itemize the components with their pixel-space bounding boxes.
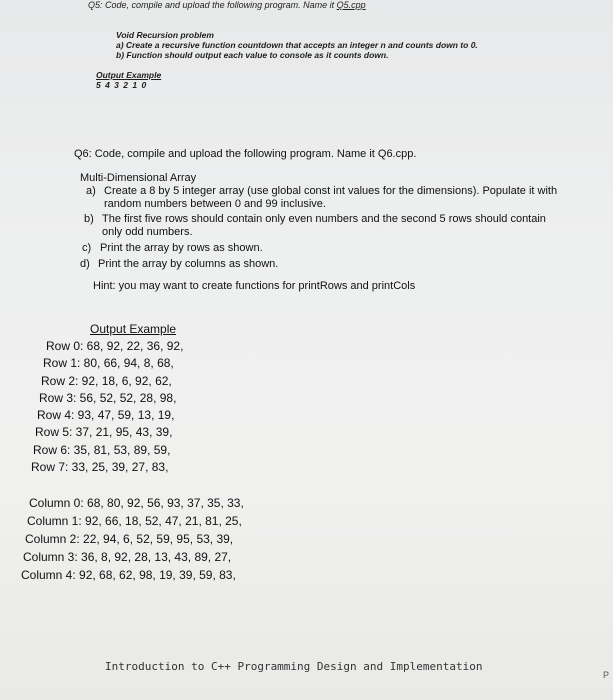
q6-item-d-label: d)	[80, 258, 90, 270]
q5-output-value: 5 4 3 2 1 0	[96, 80, 148, 90]
q5-title-text: Q5: Code, compile and upload the following program. Name it	[88, 0, 337, 10]
row-line: Row 5: 37, 21, 95, 43, 39,	[35, 425, 173, 439]
q6-subtitle: Multi-Dimensional Array	[80, 172, 197, 184]
q6-item-a-line2: random numbers between 0 and 99 inclusive.	[104, 198, 326, 210]
q6-item-b-label: b)	[84, 213, 94, 225]
page-footer: Introduction to C++ Programming Design and Implementation	[105, 660, 483, 673]
q6-item-b-line2: only odd numbers.	[102, 226, 193, 238]
q5-problem-heading: Void Recursion problem	[116, 30, 214, 40]
q6-item-b-line1: The first five rows should contain only even numbers and the second 5 rows should contain	[102, 213, 546, 225]
row-line: Row 0: 68, 92, 22, 36, 92,	[46, 339, 184, 353]
q5-title	[88, 0, 366, 10]
q6-hint: Hint: you may want to create functions for printRows and printCols	[93, 280, 416, 292]
column-line: Column 4: 92, 68, 62, 98, 19, 39, 59, 83,	[21, 568, 236, 582]
page-edge-mark: P	[602, 670, 609, 680]
q5-output-label: Output Example	[96, 70, 162, 80]
q6-item-c-line1: Print the array by rows as shown.	[100, 242, 263, 254]
row-line: Row 1: 80, 66, 94, 8, 68,	[43, 356, 174, 370]
column-line: Column 0: 68, 80, 92, 56, 93, 37, 35, 33,	[29, 496, 244, 510]
column-line: Column 3: 36, 8, 92, 28, 13, 43, 89, 27,	[23, 550, 232, 564]
row-line: Row 6: 35, 81, 53, 89, 59,	[33, 443, 171, 457]
q6-item-c-label: c)	[82, 242, 92, 254]
row-line: Row 7: 33, 25, 39, 27, 83,	[31, 460, 169, 474]
q6-title: Q6: Code, compile and upload the following program. Name it Q6.cpp.	[74, 148, 417, 160]
q5-item-b: b) Function should output each value to console as it counts down.	[116, 50, 389, 60]
q6-output-label: Output Example	[90, 322, 177, 336]
q6-item-d-line1: Print the array by columns as shown.	[98, 258, 279, 270]
row-line: Row 2: 92, 18, 6, 92, 62,	[41, 374, 172, 388]
row-line: Row 4: 93, 47, 59, 13, 19,	[37, 408, 175, 422]
q6-item-a-line1: Create a 8 by 5 integer array (use global const int values for the dimensions). Populate it with	[104, 185, 558, 197]
q5-title-file: Q5.cpp	[336, 0, 366, 10]
column-line: Column 1: 92, 66, 18, 52, 47, 21, 81, 25,	[27, 514, 242, 528]
row-line: Row 3: 56, 52, 52, 28, 98,	[39, 391, 177, 405]
column-line: Column 2: 22, 94, 6, 52, 59, 95, 53, 39,	[25, 532, 234, 546]
q6-item-a-label: a)	[86, 185, 96, 197]
q5-item-a: a) Create a recursive function countdown that accepts an integer n and counts down to 0.	[116, 40, 478, 50]
